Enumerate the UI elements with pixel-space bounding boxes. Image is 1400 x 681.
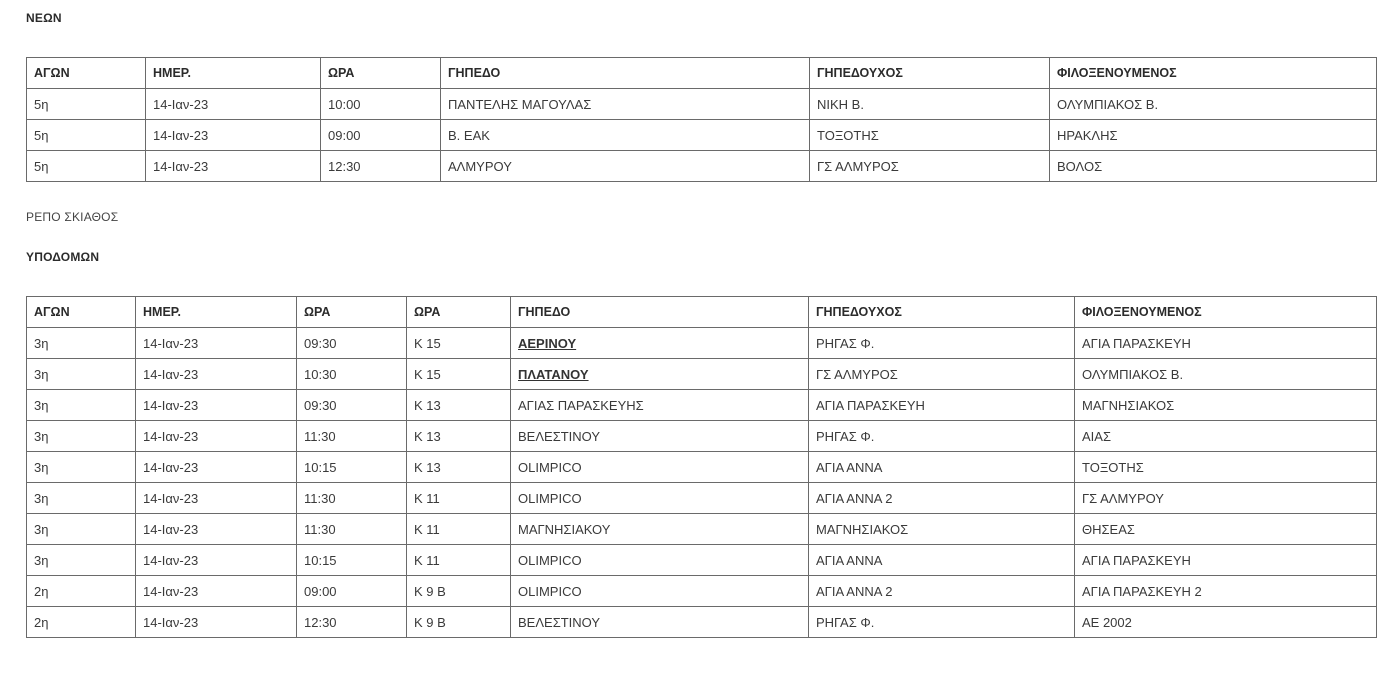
cell-category: Κ 9 Β xyxy=(407,576,511,607)
cell-agon: 3η xyxy=(27,483,136,514)
cell-time: 11:30 xyxy=(297,483,407,514)
col-header-time: ΩΡΑ xyxy=(321,58,441,89)
venue-link-aerinou[interactable]: ΑΕΡΙΝΟΥ xyxy=(518,335,577,351)
cell-away: ΒΟΛΟΣ xyxy=(1050,151,1377,182)
table-row xyxy=(27,151,1377,182)
cell-time: 10:15 xyxy=(297,452,407,483)
cell-agon: 3η xyxy=(27,390,136,421)
ypodomon-table xyxy=(26,296,1377,638)
cell-venue: ΠΑΝΤΕΛΗΣ ΜΑΓΟΥΛΑΣ xyxy=(441,89,810,120)
section-title-ypodomon: ΥΠΟΔΟΜΩΝ xyxy=(26,250,100,264)
cell-time: 10:30 xyxy=(297,359,407,390)
cell-home: ΑΓΙΑ ΑΝΝΑ xyxy=(809,452,1075,483)
cell-category: Κ 15 xyxy=(407,328,511,359)
cell-away: ΓΣ ΑΛΜΥΡΟΥ xyxy=(1075,483,1377,514)
cell-venue: ΑΛΜΥΡΟΥ xyxy=(441,151,810,182)
cell-venue: ΒΕΛΕΣΤΙΝΟΥ xyxy=(511,607,809,638)
cell-home: ΓΣ ΑΛΜΥΡΟΣ xyxy=(809,359,1075,390)
cell-away: ΜΑΓΝΗΣΙΑΚΟΣ xyxy=(1075,390,1377,421)
cell-time: 09:30 xyxy=(297,390,407,421)
cell-time: 12:30 xyxy=(321,151,441,182)
cell-category: Κ 11 xyxy=(407,514,511,545)
col-header-home: ΓΗΠΕΔΟΥΧΟΣ xyxy=(810,58,1050,89)
cell-date: 14-Ιαν-23 xyxy=(136,359,297,390)
cell-agon: 3η xyxy=(27,328,136,359)
cell-venue: ΒΕΛΕΣΤΙΝΟΥ xyxy=(511,421,809,452)
cell-away: ΑΓΙΑ ΠΑΡΑΣΚΕΥΗ 2 xyxy=(1075,576,1377,607)
cell-venue: ΑΓΙΑΣ ΠΑΡΑΣΚΕΥΗΣ xyxy=(511,390,809,421)
cell-date: 14-Ιαν-23 xyxy=(136,328,297,359)
cell-date: 14-Ιαν-23 xyxy=(136,576,297,607)
cell-agon: 3η xyxy=(27,452,136,483)
section-title-neon: ΝΕΩΝ xyxy=(26,11,62,25)
cell-home: ΝΙΚΗ Β. xyxy=(810,89,1050,120)
cell-home: ΑΓΙΑ ΑΝΝΑ 2 xyxy=(809,483,1075,514)
col-header-date: ΗΜΕΡ. xyxy=(136,297,297,328)
table-row xyxy=(27,545,1377,576)
cell-away: ΗΡΑΚΛΗΣ xyxy=(1050,120,1377,151)
cell-date: 14-Ιαν-23 xyxy=(136,483,297,514)
cell-date: 14-Ιαν-23 xyxy=(136,545,297,576)
cell-time: 10:15 xyxy=(297,545,407,576)
cell-date: 14-Ιαν-23 xyxy=(136,607,297,638)
cell-agon: 3η xyxy=(27,421,136,452)
cell-date: 14-Ιαν-23 xyxy=(136,514,297,545)
cell-category: Κ 13 xyxy=(407,421,511,452)
cell-agon: 5η xyxy=(27,89,146,120)
cell-home: ΡΗΓΑΣ Φ. xyxy=(809,328,1075,359)
neon-table xyxy=(26,57,1377,182)
col-header-away: ΦΙΛΟΞΕΝΟΥΜΕΝΟΣ xyxy=(1075,297,1377,328)
table-row xyxy=(27,120,1377,151)
cell-time: 09:00 xyxy=(297,576,407,607)
cell-home: ΑΓΙΑ ΑΝΝΑ 2 xyxy=(809,576,1075,607)
cell-agon: 5η xyxy=(27,151,146,182)
cell-agon: 5η xyxy=(27,120,146,151)
cell-category: Κ 11 xyxy=(407,483,511,514)
cell-category: Κ 13 xyxy=(407,390,511,421)
cell-away: ΑΓΙΑ ΠΑΡΑΣΚΕΥΗ xyxy=(1075,328,1377,359)
cell-time: 12:30 xyxy=(297,607,407,638)
cell-time: 09:00 xyxy=(321,120,441,151)
cell-away: ΑΕ 2002 xyxy=(1075,607,1377,638)
cell-away: ΟΛΥΜΠΙΑΚΟΣ Β. xyxy=(1050,89,1377,120)
cell-venue: ΜΑΓΝΗΣΙΑΚΟΥ xyxy=(511,514,809,545)
cell-agon: 3η xyxy=(27,514,136,545)
cell-agon: 2η xyxy=(27,607,136,638)
cell-date: 14-Ιαν-23 xyxy=(136,390,297,421)
cell-date: 14-Ιαν-23 xyxy=(146,89,321,120)
cell-date: 14-Ιαν-23 xyxy=(146,120,321,151)
col-header-category: ΩΡΑ xyxy=(407,297,511,328)
table-row xyxy=(27,390,1377,421)
cell-venue: OLIMPICO xyxy=(511,545,809,576)
cell-agon: 2η xyxy=(27,576,136,607)
cell-home: ΑΓΙΑ ΑΝΝΑ xyxy=(809,545,1075,576)
cell-away: ΟΛΥΜΠΙΑΚΟΣ Β. xyxy=(1075,359,1377,390)
cell-home: ΑΓΙΑ ΠΑΡΑΣΚΕΥΗ xyxy=(809,390,1075,421)
cell-date: 14-Ιαν-23 xyxy=(146,151,321,182)
venue-link-platanou[interactable]: ΠΛΑΤΑΝΟΥ xyxy=(518,366,589,382)
cell-venue: OLIMPICO xyxy=(511,576,809,607)
table-header-row xyxy=(27,297,1377,328)
cell-away: ΘΗΣΕΑΣ xyxy=(1075,514,1377,545)
cell-home: ΡΗΓΑΣ Φ. xyxy=(809,607,1075,638)
table-row xyxy=(27,514,1377,545)
col-header-time: ΩΡΑ xyxy=(297,297,407,328)
cell-category: Κ 9 Β xyxy=(407,607,511,638)
cell-time: 11:30 xyxy=(297,421,407,452)
table-row xyxy=(27,89,1377,120)
cell-date: 14-Ιαν-23 xyxy=(136,421,297,452)
table-row xyxy=(27,421,1377,452)
cell-home: ΤΟΞΟΤΗΣ xyxy=(810,120,1050,151)
table-row xyxy=(27,483,1377,514)
cell-away: ΑΙΑΣ xyxy=(1075,421,1377,452)
col-header-date: ΗΜΕΡ. xyxy=(146,58,321,89)
cell-agon: 3η xyxy=(27,545,136,576)
cell-time: 11:30 xyxy=(297,514,407,545)
col-header-agon: ΑΓΩΝ xyxy=(27,58,146,89)
cell-time: 09:30 xyxy=(297,328,407,359)
col-header-venue: ΓΗΠΕΔΟ xyxy=(441,58,810,89)
cell-away: ΑΓΙΑ ΠΑΡΑΣΚΕΥΗ xyxy=(1075,545,1377,576)
repo-note: ΡΕΠΟ ΣΚΙΑΘΟΣ xyxy=(26,210,119,224)
col-header-agon: ΑΓΩΝ xyxy=(27,297,136,328)
table-row xyxy=(27,576,1377,607)
cell-home: ΜΑΓΝΗΣΙΑΚΟΣ xyxy=(809,514,1075,545)
table-row xyxy=(27,607,1377,638)
col-header-venue: ΓΗΠΕΔΟ xyxy=(511,297,809,328)
cell-venue: Β. ΕΑΚ xyxy=(441,120,810,151)
cell-venue: OLIMPICO xyxy=(511,452,809,483)
cell-category: Κ 11 xyxy=(407,545,511,576)
cell-away: ΤΟΞΟΤΗΣ xyxy=(1075,452,1377,483)
cell-venue xyxy=(511,328,809,359)
cell-home: ΡΗΓΑΣ Φ. xyxy=(809,421,1075,452)
cell-date: 14-Ιαν-23 xyxy=(136,452,297,483)
cell-home: ΓΣ ΑΛΜΥΡΟΣ xyxy=(810,151,1050,182)
cell-venue xyxy=(511,359,809,390)
cell-time: 10:00 xyxy=(321,89,441,120)
col-header-home: ΓΗΠΕΔΟΥΧΟΣ xyxy=(809,297,1075,328)
table-row xyxy=(27,452,1377,483)
cell-agon: 3η xyxy=(27,359,136,390)
cell-category: Κ 15 xyxy=(407,359,511,390)
table-row xyxy=(27,359,1377,390)
cell-category: Κ 13 xyxy=(407,452,511,483)
cell-venue: OLIMPICO xyxy=(511,483,809,514)
table-header-row xyxy=(27,58,1377,89)
col-header-away: ΦΙΛΟΞΕΝΟΥΜΕΝΟΣ xyxy=(1050,58,1377,89)
table-row xyxy=(27,328,1377,359)
